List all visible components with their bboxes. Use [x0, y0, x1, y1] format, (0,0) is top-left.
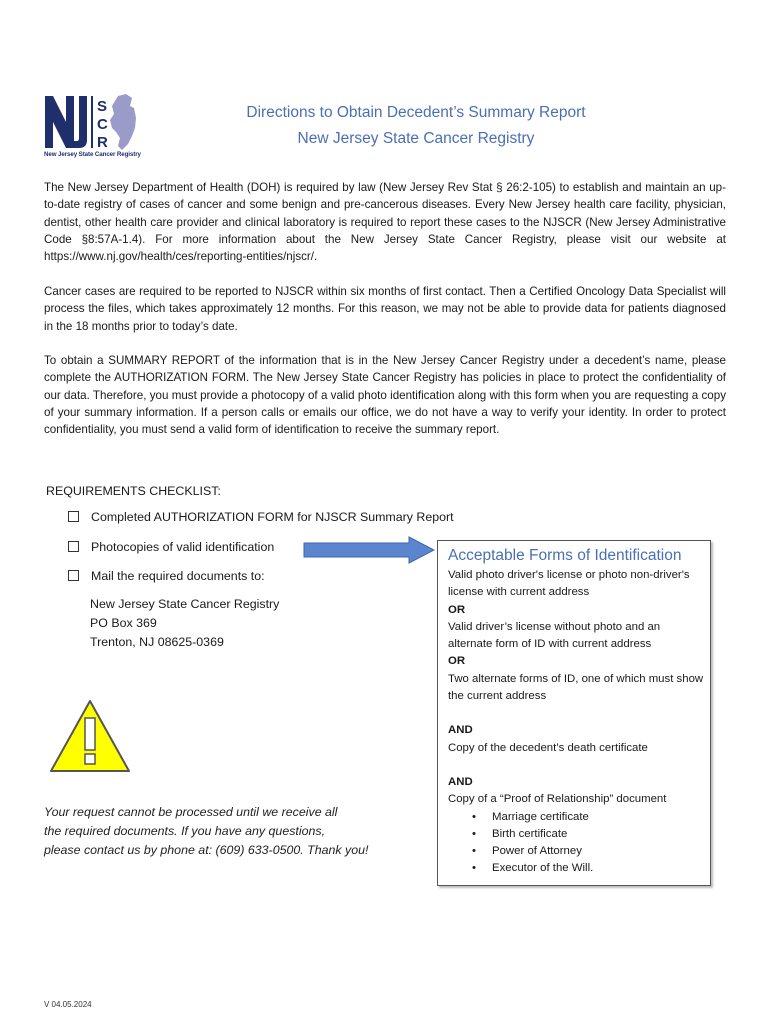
- logo-letter-s: S: [97, 98, 108, 115]
- checklist-item-authorization[interactable]: [68, 510, 454, 524]
- intro-paragraph: The New Jersey Department of Health (DOH) is required by law (New Jersey Rev Stat § 26:2-105) to establish and maintain an up-to-date registry of cases of cancer and some benign and pre-cancerous diseases. Every New Jersey health care facility, physician, dentist, other health care provider and clinical laboratory is required to report these cases to the NJSCR (New Jersey Administrative Code §8:57A-1.4). For more information about the New Jersey State Cancer Registry, please visit our website at https://www.nj.gov/health/ces/reporting-entities/njscr/.: [44, 181, 726, 264]
- checklist-item-label: Completed AUTHORIZATION FORM for NJSCR Summary Report: [91, 510, 454, 524]
- checkbox-icon[interactable]: [68, 541, 79, 552]
- processing-note: [44, 803, 368, 860]
- id-option: Valid driver’s license without photo and an alternate form of ID with current address: [448, 620, 661, 651]
- list-item: • Power of Attorney: [492, 843, 704, 860]
- right-arrow-icon: [303, 536, 435, 564]
- or-label: OR: [448, 603, 466, 616]
- and-label: AND: [448, 724, 473, 737]
- checklist-item-label: Photocopies of valid identification: [91, 540, 275, 554]
- identification-box-heading: Acceptable Forms of Identification: [448, 547, 682, 564]
- mailing-address-line: Trenton, NJ 08625-0369: [90, 635, 224, 649]
- warning-triangle-icon: [48, 698, 132, 774]
- logo-caption: New Jersey State Cancer Registry: [44, 151, 141, 158]
- instructions-paragraph: To obtain a SUMMARY REPORT of the information that is in the New Jersey Cancer Registry under a decedent’s name, please complete the AUTHORIZATION FORM. The New Jersey State Cancer Registry has policies in place to protect the confidentiality of our data. Therefore, you must provide a photocopy of a valid photo identification along with this form when you are requesting a copy of your summary information. If a person calls or emails our office, we do not have a way to verify your identity. In order to protect confidentiality, you must send a valid form of identification to receive the summary report.: [44, 354, 726, 437]
- or-label: OR: [448, 655, 466, 668]
- and-label: AND: [448, 775, 473, 788]
- note-line: please contact us by phone at: (609) 633-0500. Thank you!: [44, 843, 369, 857]
- relationship-document-list: [448, 809, 704, 878]
- mailing-address-line: PO Box 369: [90, 616, 157, 630]
- list-item: • Executor of the Will.: [492, 860, 704, 877]
- checklist-item-identification[interactable]: [68, 540, 274, 554]
- note-line: the required documents. If you have any questions,: [44, 824, 326, 838]
- note-line: Your request cannot be processed until we receive all: [44, 805, 338, 819]
- list-item: • Marriage certificate: [492, 809, 704, 826]
- checklist-title: REQUIREMENTS CHECKLIST:: [46, 484, 221, 498]
- death-certificate-requirement: Copy of the decedent’s death certificate: [448, 741, 648, 754]
- checklist-item-mail[interactable]: [68, 569, 265, 583]
- mailing-address-line: New Jersey State Cancer Registry: [90, 597, 280, 611]
- id-option: Two alternate forms of ID, one of which must show the current address: [448, 672, 704, 703]
- list-item: • Birth certificate: [492, 826, 704, 843]
- checkbox-icon[interactable]: [68, 570, 79, 581]
- njscr-logo-mark: [44, 94, 144, 152]
- logo-letter-c: C: [97, 116, 108, 133]
- checkbox-icon[interactable]: [68, 511, 79, 522]
- id-option: Valid photo driver's license or photo non-driver's license with current address: [448, 569, 690, 599]
- page-title: Directions to Obtain Decedent’s Summary Report: [246, 104, 586, 121]
- identification-box: [437, 540, 711, 886]
- processing-paragraph: Cancer cases are required to be reported to NJSCR within six months of first contact. Then a Certified Oncology Data Specialist will process the files, which takes approximately 12 months. For this reason, we may not be able to provide data for patients diagnosed in the 18 months prior to today’s date.: [44, 285, 726, 333]
- checklist-item-label: Mail the required documents to:: [91, 569, 265, 583]
- version-label: V 04.05.2024: [44, 1000, 92, 1009]
- relationship-requirement: Copy of a “Proof of Relationship” document: [448, 793, 667, 806]
- logo-letter-r: R: [97, 134, 108, 151]
- njscr-logo: [44, 94, 144, 160]
- page-subtitle: New Jersey State Cancer Registry: [297, 130, 535, 147]
